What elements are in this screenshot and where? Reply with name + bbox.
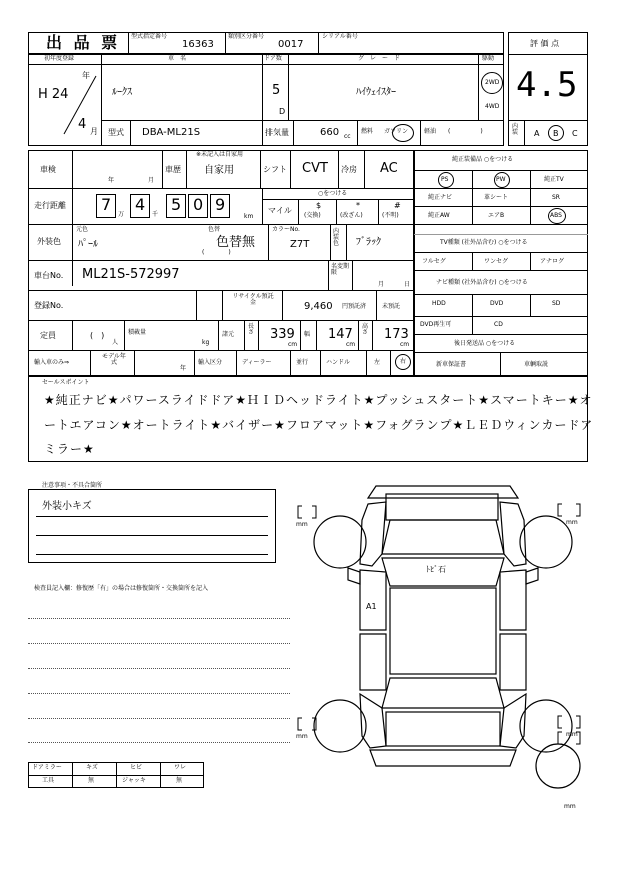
drive-2wd: 2WD bbox=[485, 79, 500, 86]
exterior-color-label: 外装色 bbox=[37, 237, 61, 246]
car-name-label: 車 名 bbox=[168, 55, 187, 62]
wheel-rear-left bbox=[314, 700, 366, 752]
notes-text: 外装小キズ bbox=[42, 501, 92, 512]
wheel-front-left bbox=[314, 516, 366, 568]
recycle-unit: 円預託済 bbox=[342, 303, 367, 310]
kg-unit: kg bbox=[202, 339, 210, 346]
doors: 5 bbox=[272, 83, 281, 98]
paint-label: 色替 bbox=[208, 226, 221, 233]
shift-label: シフト bbox=[263, 165, 287, 174]
shaken-label: 車検 bbox=[40, 165, 56, 174]
airbag: エアB bbox=[488, 212, 505, 219]
mm-spare: mm bbox=[564, 803, 576, 810]
oneseg: ワンセグ bbox=[484, 258, 509, 265]
legend-v-2: ジャッキ bbox=[122, 777, 146, 784]
dvd-play: DVD再生可 bbox=[420, 321, 452, 328]
category-no: 0017 bbox=[278, 39, 304, 50]
history-label: 車歴 bbox=[165, 165, 181, 174]
cd: CD bbox=[494, 321, 503, 328]
wheel-front-right bbox=[520, 516, 572, 568]
chassis-no: ML21S-572997 bbox=[82, 267, 180, 282]
person-unit: 人 bbox=[112, 339, 119, 346]
legend-v-1: 無 bbox=[88, 777, 95, 784]
wid-cm: cm bbox=[346, 341, 356, 348]
mm-rr: mm bbox=[566, 731, 578, 738]
grade-label: グ レ ー ド bbox=[358, 55, 401, 62]
interior-color-label: 内装色 bbox=[333, 228, 340, 247]
interior-a: A bbox=[534, 129, 540, 138]
load-label: 積載量 bbox=[128, 329, 147, 336]
wid-label: 幅 bbox=[304, 331, 311, 338]
nc-day: 日 bbox=[404, 281, 411, 288]
import-year-unit: 年 bbox=[180, 365, 187, 372]
tampered: (改ざん) bbox=[340, 212, 363, 219]
right-hand: 右 bbox=[400, 358, 407, 365]
exchange: (交換) bbox=[304, 212, 321, 219]
navi-type-label: ナビ種類 (社外品含む) ○をつける bbox=[436, 279, 528, 286]
recycle-unpaid: 未預託 bbox=[382, 303, 401, 310]
unknown-sym: # bbox=[394, 201, 401, 210]
analog: アナログ bbox=[540, 258, 565, 265]
fuel-label: 燃料 bbox=[361, 128, 374, 135]
interior-b: B bbox=[553, 129, 559, 138]
history-note: ※未記入は自家用 bbox=[196, 151, 244, 158]
ac-label: 冷房 bbox=[341, 165, 357, 174]
inspection-block bbox=[28, 150, 414, 376]
mileage-sen: 千 bbox=[152, 211, 159, 218]
dims-label: 諸元 bbox=[222, 331, 235, 338]
legend-h-2: ヒビ bbox=[130, 764, 143, 771]
interior-color: ﾌﾞﾗｯｸ bbox=[356, 237, 381, 248]
shaken-month-unit: 月 bbox=[148, 177, 155, 184]
later-label: 後日発送品 ○をつける bbox=[454, 340, 516, 347]
notes-label: 注意事項・不具合箇所 bbox=[42, 482, 103, 489]
leather: 革シート bbox=[484, 194, 509, 201]
mileage-digit-3-value: 5 bbox=[171, 195, 182, 214]
wheel-spare bbox=[536, 744, 580, 788]
genuine-tv: 純正TV bbox=[544, 176, 564, 183]
unknown: (不明) bbox=[382, 212, 399, 219]
reg-label: 登録No. bbox=[34, 301, 64, 310]
car-diagram bbox=[290, 476, 590, 816]
sales-line-1: ★純正ナビ★パワースライドドア★ＨＩＤヘッドライト★プッシュスタート★スマートキー★オ bbox=[44, 393, 593, 407]
first-reg-era: H 24 bbox=[38, 87, 69, 102]
first-reg-label: 初年度登録 bbox=[44, 55, 75, 62]
legend-h-0: ドアミラー bbox=[32, 764, 62, 771]
recycle: 9,460 bbox=[304, 301, 333, 312]
sd: SD bbox=[552, 300, 561, 307]
serial-label: シリアル番号 bbox=[322, 33, 358, 40]
abs: ABS bbox=[550, 212, 562, 219]
paint: 色替無 bbox=[216, 235, 256, 250]
import-label: 輸入車のみ⇒ bbox=[34, 359, 70, 366]
wheel-rear-right bbox=[520, 700, 572, 752]
model-cert-no: 16363 bbox=[182, 39, 214, 50]
door-type: D bbox=[279, 107, 286, 116]
a1-mark: A1 bbox=[366, 602, 377, 611]
dvd: DVD bbox=[490, 300, 504, 307]
model-type: DBA-ML21S bbox=[142, 127, 201, 138]
model-type-label: 型式 bbox=[108, 128, 124, 137]
drive-4wd: 4WD bbox=[485, 103, 500, 110]
mileage-label: 走行距離 bbox=[34, 201, 66, 210]
grade: ﾊｲｳｪｲｽﾀｰ bbox=[356, 87, 396, 98]
len-cm: cm bbox=[288, 341, 298, 348]
fuel-light-oil: 軽油 bbox=[424, 128, 437, 135]
mileage-digit-4-value: 0 bbox=[193, 195, 204, 214]
orig-color-label: 元色 bbox=[76, 226, 89, 233]
import-cat-label: 輸入区分 bbox=[198, 359, 223, 366]
name-change-label: 名変期限 bbox=[331, 263, 350, 276]
mile: マイル bbox=[268, 206, 292, 215]
inspector-label: 検査員記入欄：修復歴「有」の場合は修復箇所・交換箇所を記入 bbox=[34, 585, 209, 592]
interior-label: 内装 bbox=[512, 123, 519, 136]
sheet-title: 出 品 票 bbox=[46, 33, 121, 52]
ac: AC bbox=[380, 161, 398, 176]
ps: PS bbox=[441, 176, 449, 183]
year-unit: 年 bbox=[82, 71, 90, 80]
interior-c: C bbox=[572, 129, 578, 138]
manual: 車輌取説 bbox=[524, 361, 549, 368]
legend-h-3: ワレ bbox=[174, 764, 187, 771]
color-no-label: カラーNo. bbox=[272, 226, 300, 233]
handle-label: ハンドル bbox=[326, 359, 351, 366]
score-label: 評 価 点 bbox=[530, 39, 560, 48]
recycle-label: リサイクル預託金 bbox=[232, 293, 274, 306]
legend-h-1: キズ bbox=[86, 764, 98, 771]
length: 339 bbox=[270, 327, 295, 342]
pw: PW bbox=[496, 176, 506, 183]
hgt-label: 高さ bbox=[362, 323, 369, 336]
hdd: HDD bbox=[432, 300, 446, 307]
month-unit: 月 bbox=[90, 127, 98, 136]
legend-v-0: 工具 bbox=[42, 777, 55, 784]
hgt-cm: cm bbox=[400, 341, 410, 348]
width: 147 bbox=[328, 327, 353, 342]
history: 自家用 bbox=[204, 165, 234, 176]
dealer: ディーラー bbox=[242, 359, 272, 366]
capacity-label: 定員 bbox=[40, 331, 56, 340]
mileage-digit-5-value: 9 bbox=[215, 195, 226, 214]
category-label: 類別区分番号 bbox=[228, 33, 265, 40]
mm-fl: mm bbox=[296, 521, 308, 528]
exchange-sym: $ bbox=[316, 201, 322, 210]
score-value: 4.5 bbox=[516, 65, 578, 105]
first-reg-month: 4 bbox=[78, 117, 87, 132]
mileage-man: 万 bbox=[118, 211, 125, 218]
model-year-label: モデル年式 bbox=[102, 353, 126, 366]
color-no: Z7T bbox=[290, 239, 310, 250]
height: 173 bbox=[384, 327, 409, 342]
genuine-aw: 純正AW bbox=[428, 212, 450, 219]
car-name: ﾙｰｸｽ bbox=[112, 87, 132, 98]
fullseg: フルセグ bbox=[422, 258, 446, 265]
fuel-gasoline: ガソリン bbox=[384, 128, 409, 135]
sales-line-2: ートエアコン★オートライト★バイザー★フロアマット★フォグランプ★ＬＥＤウィンカードア bbox=[44, 418, 594, 432]
doors-label: ドア数 bbox=[264, 55, 282, 62]
shaken-year-unit: 年 bbox=[108, 177, 115, 184]
mm-rl: mm bbox=[296, 733, 308, 740]
shift: CVT bbox=[302, 161, 328, 176]
fuel-paren: ( ) bbox=[448, 128, 483, 135]
mileage-digit-1-value: 7 bbox=[101, 195, 112, 214]
nc-month: 月 bbox=[378, 281, 385, 288]
capacity-paren: ( ) bbox=[90, 331, 105, 340]
displacement: 660 bbox=[320, 127, 340, 138]
mm-fr: mm bbox=[566, 519, 578, 526]
paint-paren: ( ) bbox=[202, 249, 231, 256]
sales-label: セールスポイント bbox=[42, 379, 90, 386]
legend-v-3: 無 bbox=[176, 777, 183, 784]
km-unit: km bbox=[244, 213, 254, 220]
drive-label: 駆動 bbox=[482, 55, 495, 62]
mileage-digit-2-value: 4 bbox=[135, 195, 146, 214]
warranty: 新車保証書 bbox=[436, 361, 467, 368]
left-hand: 左 bbox=[374, 359, 381, 366]
displacement-label: 排気量 bbox=[265, 128, 289, 137]
parallel: 並行 bbox=[296, 359, 309, 366]
genuine-label: 純正装備品 ○をつける bbox=[452, 156, 514, 163]
cc-unit: cc bbox=[344, 133, 351, 140]
len-label: 長さ bbox=[248, 323, 255, 336]
tv-type-label: TV種類 (社外品含む) ○をつける bbox=[440, 239, 528, 246]
sales-line-3: ミラー★ bbox=[44, 442, 95, 456]
crack-mark: ﾄﾋﾞ石 bbox=[426, 565, 446, 574]
model-cert-label: 型式指定番号 bbox=[131, 33, 168, 40]
tampered-sym: * bbox=[356, 201, 360, 210]
chassis-label: 車台No. bbox=[34, 271, 64, 280]
genuine-navi: 純正ナビ bbox=[428, 194, 453, 201]
orig-color: ﾊﾟｰﾙ bbox=[78, 239, 98, 250]
sr: SR bbox=[552, 194, 560, 201]
mile-note: ○をつける bbox=[318, 190, 348, 197]
